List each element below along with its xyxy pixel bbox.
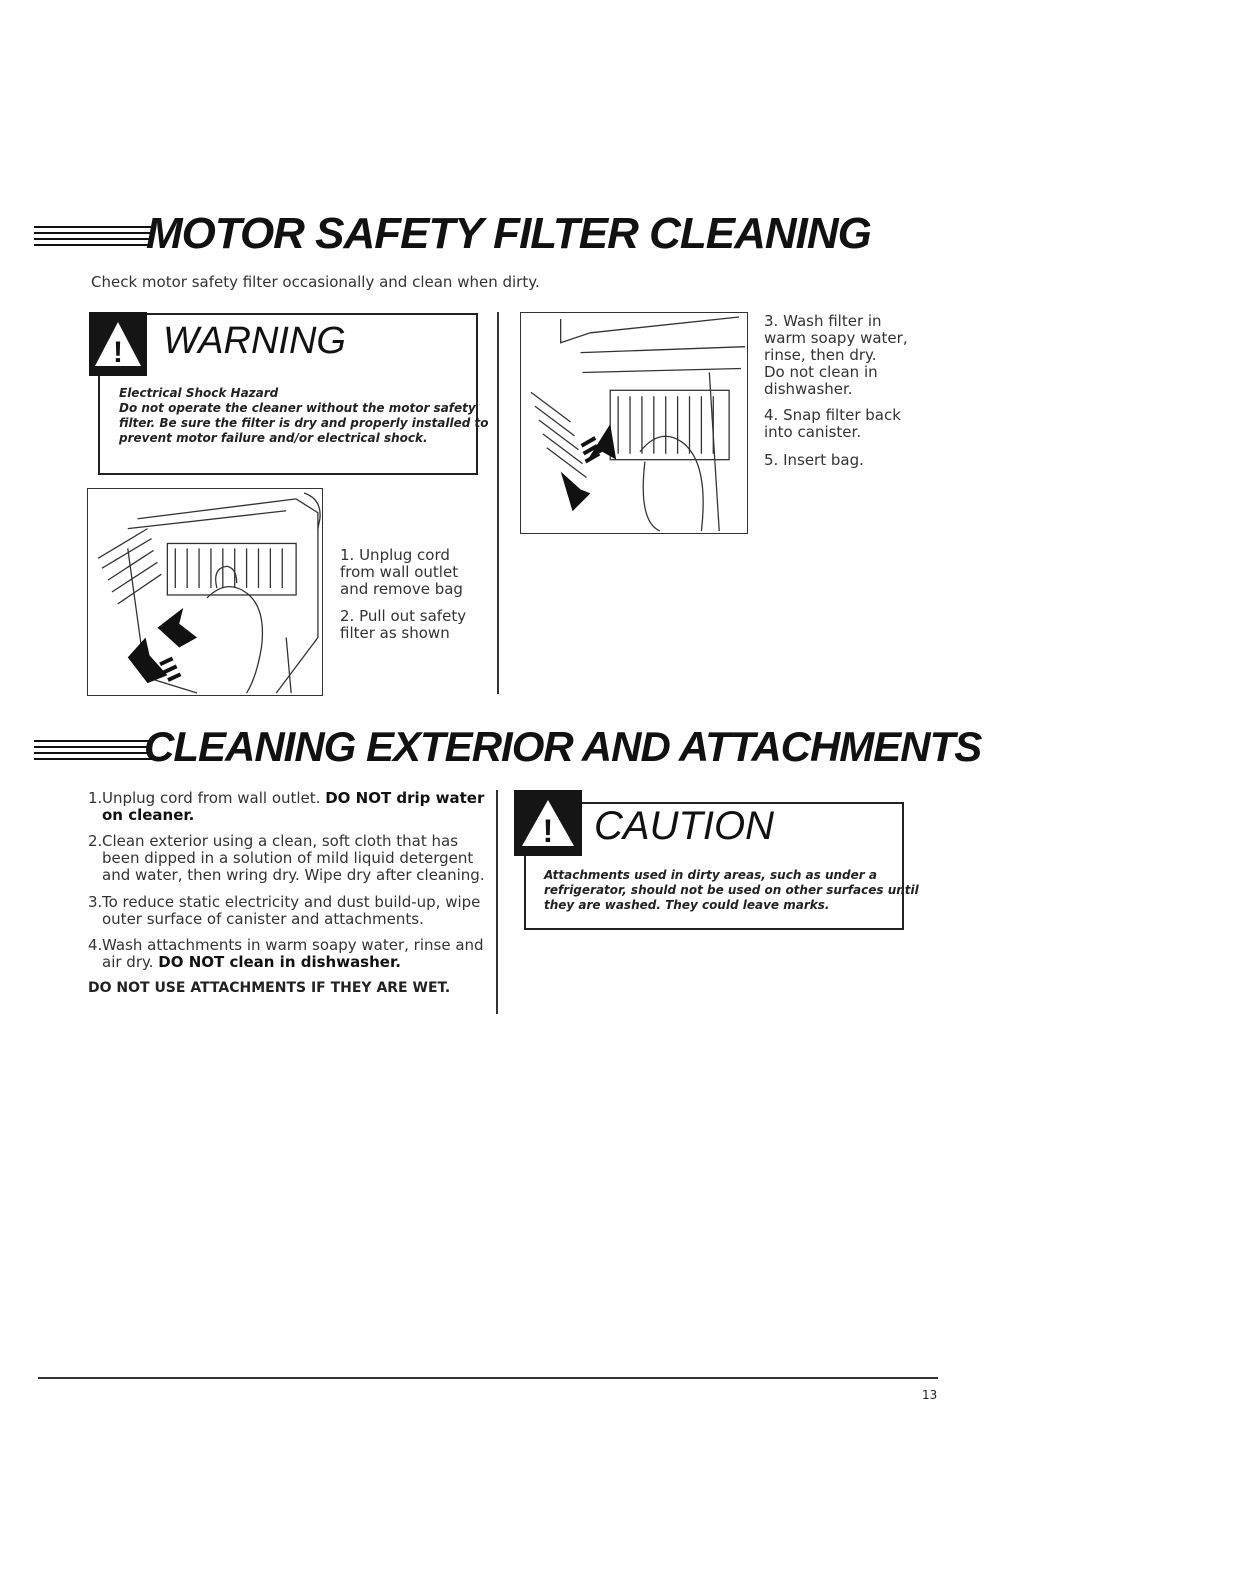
warning-triangle-icon xyxy=(89,312,147,376)
svg-text:!: ! xyxy=(113,336,123,369)
caution-triangle-icon xyxy=(514,790,582,856)
footer-rule xyxy=(38,1377,938,1379)
heading-rule-lines xyxy=(34,212,154,256)
step-1: 1. Unplug cord from wall outlet and remove bag xyxy=(340,546,463,598)
heading-text: CLEANING EXTERIOR AND ATTACHMENTS xyxy=(144,723,982,770)
heading-rule-lines xyxy=(34,726,154,770)
warning-line: Electrical Shock Hazard xyxy=(119,386,279,400)
figure-insert-filter xyxy=(520,312,748,534)
caution-line: Attachments used in dirty areas, such as under a xyxy=(544,868,877,882)
warning-line: Do not operate the cleaner without the motor safety xyxy=(119,401,476,415)
list-item: 1.Unplug cord from wall outlet. DO NOT drip water on cleaner. xyxy=(88,789,485,824)
intro-text: Check motor safety filter occasionally and clean when dirty. xyxy=(91,273,540,291)
list-item: 4.Wash attachments in warm soapy water, rinse and air dry. DO NOT clean in dishwasher. xyxy=(88,936,484,971)
step-2: 2. Pull out safety filter as shown xyxy=(340,607,467,642)
list-item: 3.To reduce static electricity and dust build-up, wipe outer surface of canister and attachments. xyxy=(88,893,481,928)
step-5: 5. Insert bag. xyxy=(764,451,864,469)
column-divider xyxy=(496,790,498,1014)
step-4: 4. Snap filter back into canister. xyxy=(764,406,901,441)
caution-line: refrigerator, should not be used on other surfaces until xyxy=(544,883,919,897)
remove-filter-illustration xyxy=(88,489,322,695)
column-divider xyxy=(497,312,499,694)
caution-line: they are washed. They could leave marks. xyxy=(544,898,830,912)
caution-title: CAUTION xyxy=(594,804,774,848)
caution-text xyxy=(544,868,919,913)
svg-text:!: ! xyxy=(542,813,554,849)
heading-text: MOTOR SAFETY FILTER CLEANING xyxy=(146,209,871,258)
insert-filter-illustration xyxy=(521,313,747,533)
warning-line: prevent motor failure and/or electrical shock. xyxy=(119,431,428,445)
warning-title: WARNING xyxy=(163,320,346,362)
warning-tab xyxy=(89,312,147,376)
figure-remove-filter xyxy=(87,488,323,696)
note-text: DO NOT USE ATTACHMENTS IF THEY ARE WET. xyxy=(88,980,451,996)
step-3: 3. Wash filter in warm soapy water, rinse, then dry. Do not clean in dishwasher. xyxy=(764,312,908,398)
warning-line: filter. Be sure the filter is dry and properly installed to xyxy=(119,416,489,430)
warning-text xyxy=(119,386,489,446)
caution-tab xyxy=(514,790,582,856)
page-number: 13 xyxy=(922,1388,938,1402)
list-item: 2.Clean exterior using a clean, soft cloth that has been dipped in a solution of mild liquid detergent and water, then wring dry. Wipe dry after cleaning. xyxy=(88,832,485,884)
